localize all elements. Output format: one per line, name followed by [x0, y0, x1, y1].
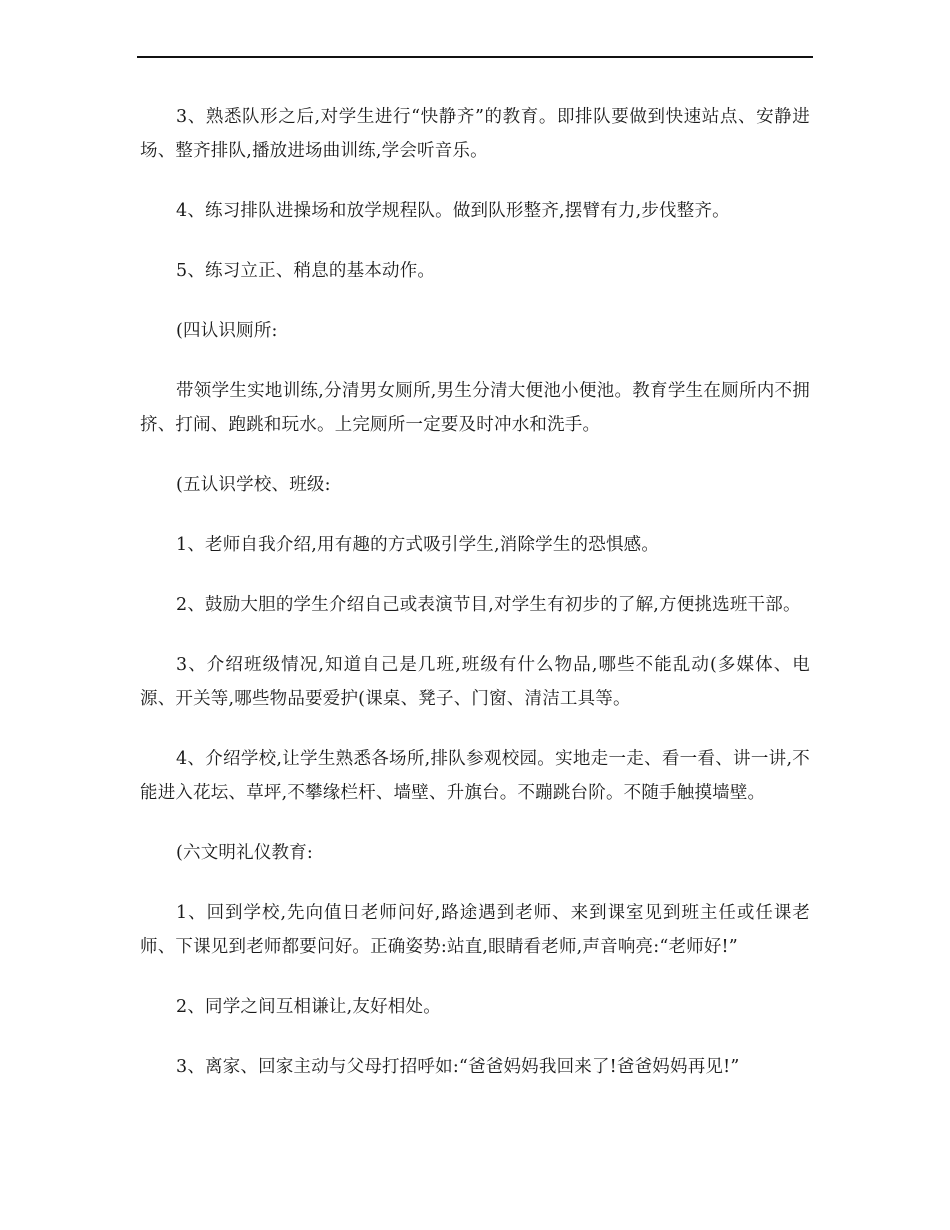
- section-heading: (六文明礼仪教育:: [176, 843, 314, 863]
- paragraph: 1、回到学校,先向值日老师问好,路途遇到老师、来到课室见到班主任或任课老师、下课见到老师都要问好。正确姿势:站直,眼睛看老师,声音响亮:“老师好!”: [140, 903, 810, 957]
- paragraph: 4、介绍学校,让学生熟悉各场所,排队参观校园。实地走一走、看一看、讲一讲,不能进入花坛、草坪,不攀缘栏杆、墙壁、升旗台。不蹦跳台阶。不随手触摸墙壁。: [140, 749, 810, 803]
- section-heading: (四认识厕所:: [176, 321, 278, 341]
- section-heading: (五认识学校、班级:: [176, 475, 331, 495]
- header-rule: [137, 56, 813, 58]
- paragraph: 1、老师自我介绍,用有趣的方式吸引学生,消除学生的恐惧感。: [176, 535, 660, 555]
- paragraph: 3、熟悉队形之后,对学生进行“快静齐”的教育。即排队要做到快速站点、安静进场、整齐排队,播放进场曲训练,学会听音乐。: [140, 107, 810, 161]
- paragraph: 2、同学之间互相谦让,友好相处。: [176, 997, 441, 1017]
- paragraph: 5、练习立正、稍息的基本动作。: [176, 261, 436, 281]
- paragraph: 3、介绍班级情况,知道自己是几班,班级有什么物品,哪些不能乱动(多媒体、电源、开关等,哪些物品要爱护(课桌、凳子、门窗、清洁工具等。: [140, 655, 810, 709]
- paragraph: 3、离家、回家主动与父母打招呼如:“爸爸妈妈我回来了!爸爸妈妈再见!”: [176, 1057, 740, 1077]
- paragraph: 带领学生实地训练,分清男女厕所,男生分清大便池小便池。教育学生在厕所内不拥挤、打闹、跑跳和玩水。上完厕所一定要及时冲水和洗手。: [140, 381, 810, 435]
- document-body: [140, 100, 810, 1110]
- paragraph: 4、练习排队进操场和放学规程队。做到队形整齐,摆臂有力,步伐整齐。: [176, 201, 730, 221]
- paragraph: 2、鼓励大胆的学生介绍自己或表演节目,对学生有初步的了解,方便挑选班干部。: [176, 595, 801, 615]
